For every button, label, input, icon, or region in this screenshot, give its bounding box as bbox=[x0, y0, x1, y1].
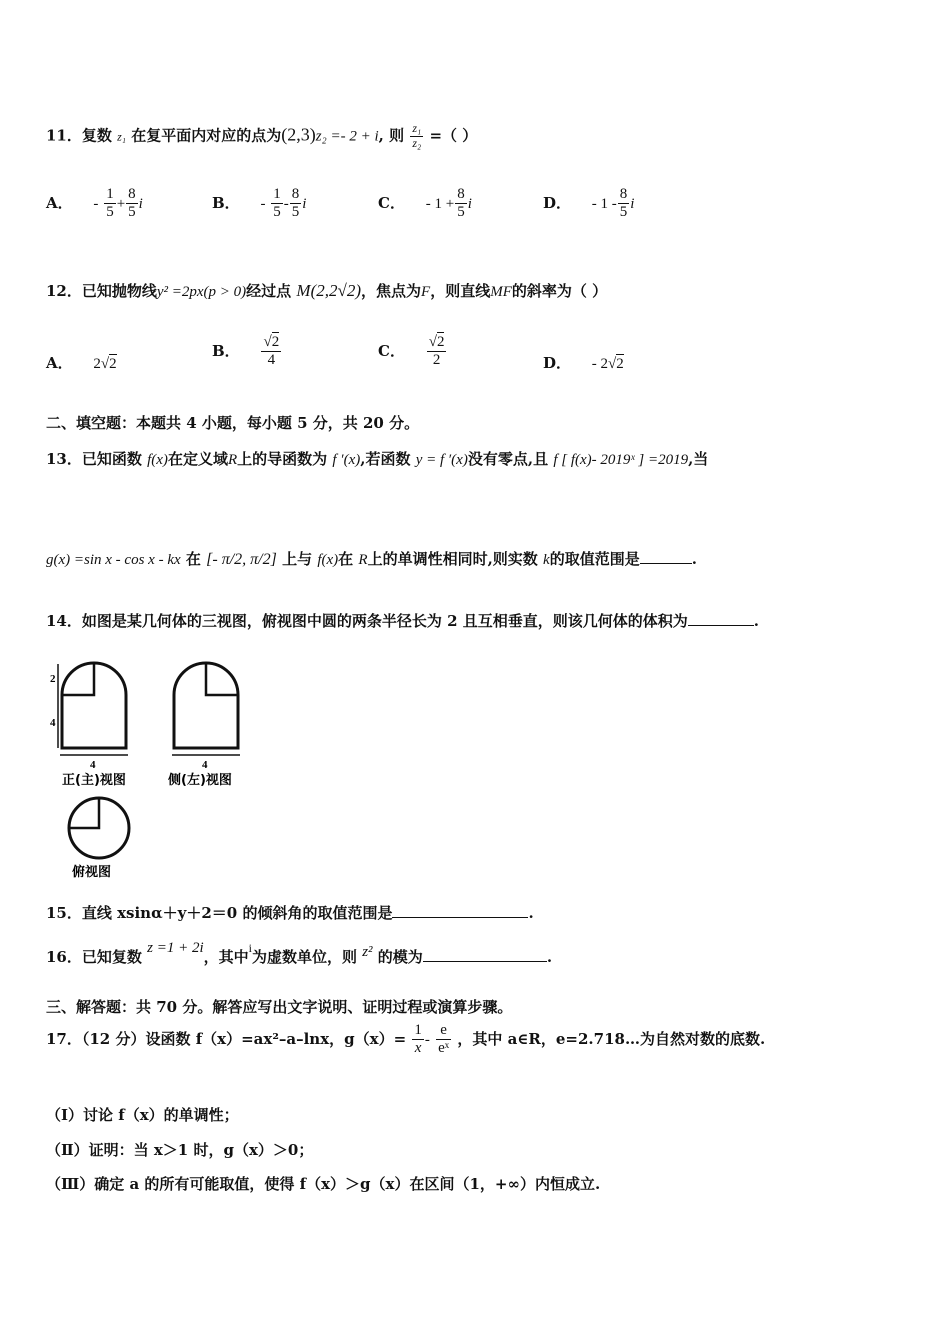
section-2-heading: 二、填空题：本题共 4 小题，每小题 5 分，共 20 分。 bbox=[46, 414, 420, 432]
q17-stem: 17．（12 分）设函数 f（x）=ax²–a–lnx，g（x）= $\frac{1}{x}$ - $\frac{e}{\text{eˣ}}$ ，其中 a∈R，e=2.718…为自然对数的底数. bbox=[46, 1022, 766, 1057]
section-3-heading: 三、解答题：共 70 分。解答应写出文字说明、证明过程或演算步骤。 bbox=[46, 998, 513, 1016]
side-view bbox=[172, 663, 240, 755]
q12-option-d[interactable]: D． - 2√2 bbox=[543, 354, 624, 372]
q16-z: z =1 + 2i bbox=[147, 940, 204, 956]
top-view-label: 俯视图 bbox=[72, 865, 112, 880]
front-view-label: 正(主)视图 bbox=[62, 773, 126, 788]
q15-stem: 15．直线 xsinα＋y＋2＝0 的倾斜角的取值范围是 . bbox=[46, 904, 534, 922]
q17-frac-1: $\frac{1}{x}$ bbox=[414, 1022, 422, 1057]
q13-g-function: g(x) =sin x - cos x - kx bbox=[46, 552, 181, 568]
q11-fraction: $\frac{\text{z₁}}{\text{z₂}}$ bbox=[412, 121, 422, 150]
q17-part-3: （Ⅲ）确定 a 的所有可能取值，使得 f（x）＞g（x）在区间（1，+∞）内恒成立. bbox=[46, 1175, 601, 1193]
q12-option-a[interactable]: A． 2√2 bbox=[46, 354, 117, 372]
q11-z1: z₁ bbox=[117, 129, 126, 144]
q17-frac-2: $\frac{e}{\text{eˣ}}$ bbox=[438, 1022, 450, 1057]
q12-point: M(2,2√2) bbox=[296, 281, 361, 300]
q11-option-b[interactable]: B． - $\frac{1}{5}$ - $\frac{8}{5}$ i bbox=[212, 186, 307, 221]
q13-line2: g(x) =sin x - cos x - kx 在 [- π/2, π/2] 上与 f(x)在 R上的单调性相同时,则实数 k的取值范围是 . bbox=[46, 550, 697, 568]
q14-stem: 14．如图是某几何体的三视图，俯视图中圆的两条半径长为 2 且互相垂直，则该几何体的体积为 . bbox=[46, 612, 759, 630]
q13-answer-blank[interactable] bbox=[640, 563, 692, 564]
q12-option-b[interactable]: B． $\frac{√2}{4}$ bbox=[212, 334, 280, 369]
q11-option-c[interactable]: C． - 1 + $\frac{8}{5}$ i bbox=[378, 186, 472, 221]
q11-option-d[interactable]: D． - 1 - $\frac{8}{5}$ i bbox=[543, 186, 635, 221]
front-dim-2: 2 bbox=[50, 673, 56, 685]
top-view bbox=[69, 798, 129, 858]
q11-option-a[interactable]: A． - $\frac{1}{5}$ + $\frac{8}{5}$ i bbox=[46, 186, 143, 221]
q12-equation: y² =2px(p > 0) bbox=[156, 284, 247, 300]
front-view bbox=[58, 663, 128, 755]
q16-answer-blank[interactable] bbox=[423, 961, 547, 962]
q11-point: (2,3) bbox=[281, 124, 316, 145]
q17-part-2: （Ⅱ）证明：当 x＞1 时，g（x）＞0； bbox=[46, 1141, 314, 1159]
q15-answer-blank[interactable] bbox=[392, 917, 528, 918]
q11-z2: z₂ =- 2 + i bbox=[315, 128, 379, 145]
q13-condition: f [ f(x)- 2019ˣ ] =2019 bbox=[553, 452, 689, 468]
q13-line1: 13．已知函数 f(x)在定义域R上的导函数为 f ′(x),若函数 y = f ′(x)没有零点,且 f [ f(x)- 2019ˣ ] =2019,当 bbox=[46, 450, 709, 468]
front-dim-4: 4 bbox=[50, 717, 56, 729]
side-view-label: 侧(左)视图 bbox=[168, 773, 232, 788]
three-view-figure bbox=[44, 660, 254, 880]
q12-option-c[interactable]: C． $\frac{√2}{2}$ bbox=[378, 334, 445, 369]
q12-stem: 12．已知抛物线y² =2px(p > 0)经过点 M(2,2√2)，焦点为F，则直线MF的斜率为（ ） bbox=[46, 281, 608, 300]
q14-answer-blank[interactable] bbox=[688, 625, 754, 626]
q11-stem: 11．复数 z₁ 在复平面内对应的点为(2,3)z₂ =- 2 + i, 则 $\frac{\text{z₁}}{\text{z₂}}$ =（ ） bbox=[46, 121, 478, 150]
front-dim-4-bottom: 4 bbox=[90, 759, 96, 771]
side-dim-4-bottom: 4 bbox=[202, 759, 208, 771]
q13-interval: [- π/2, π/2] bbox=[206, 551, 277, 568]
q17-part-1: （Ⅰ）讨论 f（x）的单调性； bbox=[46, 1106, 239, 1124]
q16-stem: 16．已知复数 z =1 + 2i，其中$^i$为虚数单位，则 z² 的模为 . bbox=[46, 940, 553, 966]
